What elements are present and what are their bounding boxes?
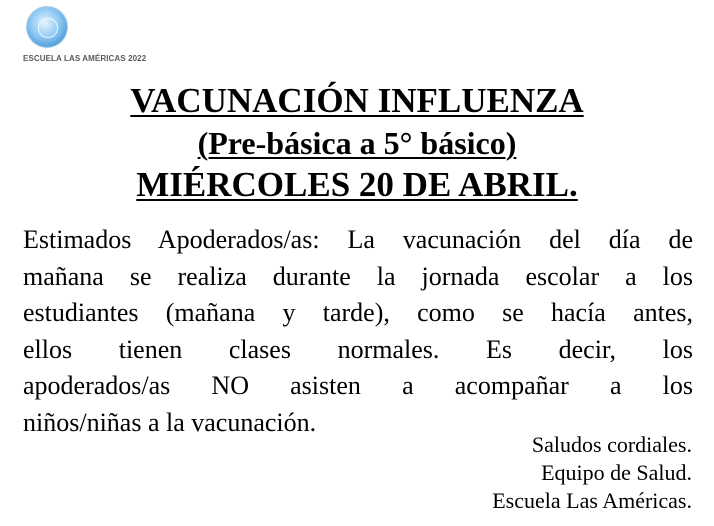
body-line: mañana se realiza durante la jornada escolar a los [23, 261, 693, 291]
crest-ring [38, 18, 58, 38]
school-tag: ESCUELA LAS AMÉRICAS 2022 [23, 54, 147, 63]
body-line: apoderados/as NO asisten a acompañar a los [23, 371, 693, 400]
signoff-team: Equipo de Salud. [541, 460, 692, 485]
signoff-greeting: Saludos cordiales. [531, 432, 692, 457]
notice-body [23, 222, 693, 441]
body-line: estudiantes (mañana y tarde), como se hacía antes, [23, 298, 693, 327]
body-line: Estimados Apoderados/as: La vacunación del día de [23, 225, 693, 254]
signoff-school: Escuela Las Américas. [492, 488, 692, 513]
body-line: niños/niñas a la vacunación. [23, 407, 317, 437]
body-line: ellos tienen clases normales. Es decir, los [23, 334, 693, 364]
school-crest-icon [27, 7, 67, 47]
title-line-3: MIÉRCOLES 20 DE ABRIL. [136, 165, 578, 204]
signoff [492, 431, 692, 515]
title-line-2: (Pre-básica a 5° básico) [197, 125, 517, 161]
title-line-1: VACUNACIÓN INFLUENZA [130, 81, 584, 120]
